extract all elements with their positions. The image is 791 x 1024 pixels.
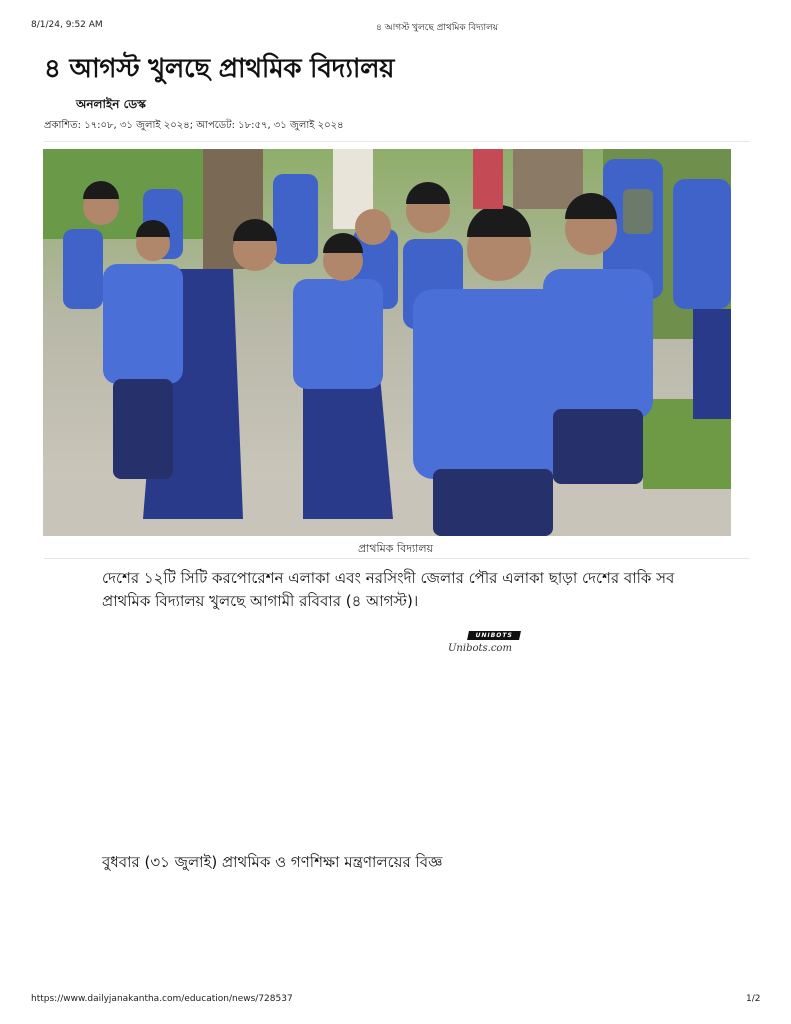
ad-brand-badge[interactable]: UNIBOTS xyxy=(467,631,521,640)
article-paragraph: দেশের ১২টি সিটি করপোরেশন এলাকা এবং নরসিংদী জেলার পৌর এলাকা ছাড়া দেশের বাকি সব প্রাথমিক বিদ্যালয় খুলছে আগামী রবিবার (৪ আগস্ট)। xyxy=(102,569,675,610)
article-paragraph: বুধবার (৩১ জুলাই) প্রাথমিক ও গণশিক্ষা মন্ত্রণালয়ের বিজ্ঞ xyxy=(102,853,443,871)
print-datetime: 8/1/24, 9:52 AM xyxy=(31,20,103,30)
article-author[interactable]: অনলাইন ডেস্ক xyxy=(76,97,146,111)
ad-link[interactable]: Unibots.com xyxy=(448,643,512,654)
article-meta: প্রকাশিত: ১৭:০৮, ৩১ জুলাই ২০২৪; আপডেট: ১৮:৫৭, ৩১ জুলাই ২০২৪ xyxy=(44,120,344,131)
article-title: ৪ আগস্ট খুলছে প্রাথমিক বিদ্যালয় xyxy=(44,54,395,84)
article-image xyxy=(43,149,731,536)
print-footer-url: https://www.dailyjanakantha.com/education/news/728537 xyxy=(31,994,293,1004)
image-caption: প্রাথমিক বিদ্যালয় xyxy=(357,542,434,555)
ad-unit[interactable] xyxy=(446,631,522,659)
page-number: 1/2 xyxy=(746,994,761,1004)
divider xyxy=(44,558,750,559)
divider xyxy=(44,141,750,142)
print-document-title: ৪ আগস্ট খুলছে প্রাথমিক বিদ্যালয় xyxy=(376,23,499,33)
